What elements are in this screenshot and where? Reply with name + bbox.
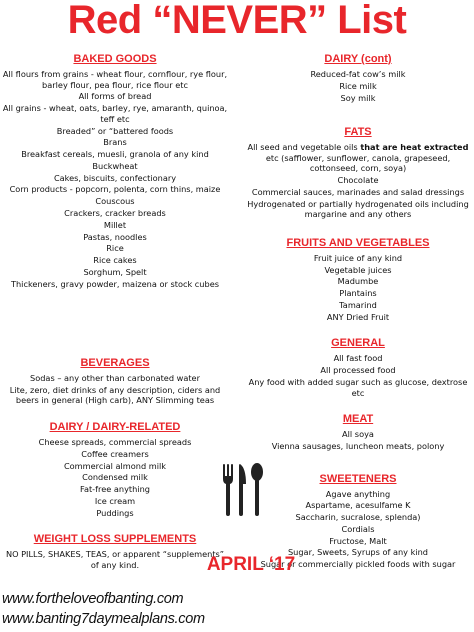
list-item: All fast food [333, 353, 383, 364]
list-item: Tamarind [339, 300, 377, 310]
section-fats [244, 125, 472, 220]
list-item: Madumbe [337, 276, 379, 287]
section-weight-loss [2, 532, 228, 570]
list-item: Corn products - popcorn, polenta, corn thins, maize [9, 184, 221, 195]
section-heading: WEIGHT LOSS SUPPLEMENTS [33, 533, 197, 546]
list-item: Fructose, Malt [329, 535, 387, 546]
website-link[interactable]: www.fortheloveofbanting.com [2, 591, 184, 607]
list-item: Any food with added sugar such as glucose, dextrose etc [248, 376, 468, 398]
list-item: Sugar, Sweets, Syrups of any kind [287, 547, 429, 558]
list-item: Ice cream [94, 495, 136, 506]
section-heading: DAIRY (cont) [324, 53, 392, 65]
list-item: Crackers, cracker breads [64, 208, 166, 218]
section-beverages [2, 356, 228, 406]
list-item: Puddings [96, 507, 134, 518]
list-item: All flours from grains - wheat flour, cornflour, rye flour, barley flour, pea flour, rice flour etc [2, 69, 228, 90]
section-heading: SWEETENERS [319, 472, 397, 485]
list-item: Sodas – any other than carbonated water [30, 373, 200, 383]
section-heading: MEAT [342, 413, 374, 426]
list-item: Breakfast cereals, muesli, granola of any kind [21, 149, 209, 160]
website-link[interactable]: www.banting7daymealplans.com [2, 611, 205, 627]
list-item: Rice milk [339, 80, 377, 91]
list-item: Millet [103, 219, 127, 230]
emphasis-text: that are heat extracted [360, 142, 469, 153]
list-item: Sugar or commercially pickled foods with sugar [260, 559, 456, 570]
left-column [2, 52, 228, 584]
section-heading: BEVERAGES [80, 357, 150, 369]
date-badge: APRIL ‘17 [206, 554, 296, 575]
list-item: Condensed milk [82, 472, 148, 483]
section-heading: DAIRY / DAIRY-RELATED [49, 420, 181, 433]
list-item: All seed and vegetable oils that are heat extracted etc (safflower, sunflower, canola, grapeseed, cottonseed, corn, soya) [247, 142, 469, 174]
list-item: Agave anything [325, 488, 391, 499]
list-item: Brans [103, 137, 127, 148]
list-item: Fat-free anything [80, 484, 150, 495]
section-fruits-vegetables [244, 236, 472, 323]
list-item: Reduced-fat cow’s milk [310, 69, 406, 79]
list-item: Hydrogenated or partially hydrogenated oils including margarine and any others [247, 198, 469, 220]
list-item: Rice cakes [93, 255, 137, 266]
list-item: Commercial almond milk [63, 460, 167, 471]
fork-knife-spoon-icon [218, 462, 266, 518]
list-item: Commercial sauces, marinades and salad dressings [251, 186, 465, 197]
list-item: ANY Dried Fruit [326, 311, 390, 322]
list-item: All soya [342, 429, 374, 440]
section-heading: FRUITS AND VEGETABLES [286, 236, 430, 249]
section-dairy-cont [244, 52, 472, 103]
section-heading: GENERAL [331, 337, 385, 350]
section-heading: BAKED GOODS [73, 53, 157, 65]
list-item: Pastas, noodles [83, 231, 147, 242]
section-general [244, 336, 472, 398]
list-item: Lite, zero, diet drinks of any description, ciders and beers in general (High carb), ANY Slimming teas [9, 384, 221, 406]
list-item: Plantains [339, 288, 377, 299]
list-item: Soy milk [340, 92, 376, 103]
list-item: Coffee creamers [81, 448, 149, 459]
list-item: NO PILLS, SHAKES, TEAS, or apparent “supplements” of any kind. [5, 549, 225, 570]
section-baked-goods [2, 52, 228, 342]
list-item: All processed food [320, 365, 396, 376]
list-item: Chocolate [337, 175, 379, 186]
list-item: Vienna sausages, luncheon meats, polony [271, 440, 445, 451]
list-item: Buckwheat [92, 160, 138, 171]
list-item: Cheese spreads, commercial spreads [38, 436, 192, 447]
list-item: Couscous [95, 196, 135, 207]
list-item: Rice [106, 243, 124, 254]
list-item: All forms of bread [78, 91, 152, 102]
list-item: Breaded” or “battered foods [56, 125, 174, 136]
list-item: Vegetable juices [324, 264, 392, 275]
section-dairy [2, 420, 228, 518]
list-item: All grains - wheat, oats, barley, rye, amaranth, quinoa, teff etc [2, 103, 228, 124]
section-meat [244, 412, 472, 451]
list-item: Sorghum, Spelt [83, 266, 147, 277]
list-item: Fruit juice of any kind [313, 252, 403, 263]
list-item: Cakes, biscuits, confectionary [53, 172, 177, 183]
list-item: Aspartame, acesulfame K [305, 500, 411, 511]
list-item: Cordials [341, 523, 375, 534]
page-title: Red “NEVER” List [67, 0, 407, 42]
list-item: Thickeners, gravy powder, maizena or stock cubes [10, 278, 219, 289]
right-column [244, 52, 472, 584]
section-heading: FATS [344, 126, 372, 139]
list-item: Saccharin, sucralose, splenda) [295, 512, 421, 523]
